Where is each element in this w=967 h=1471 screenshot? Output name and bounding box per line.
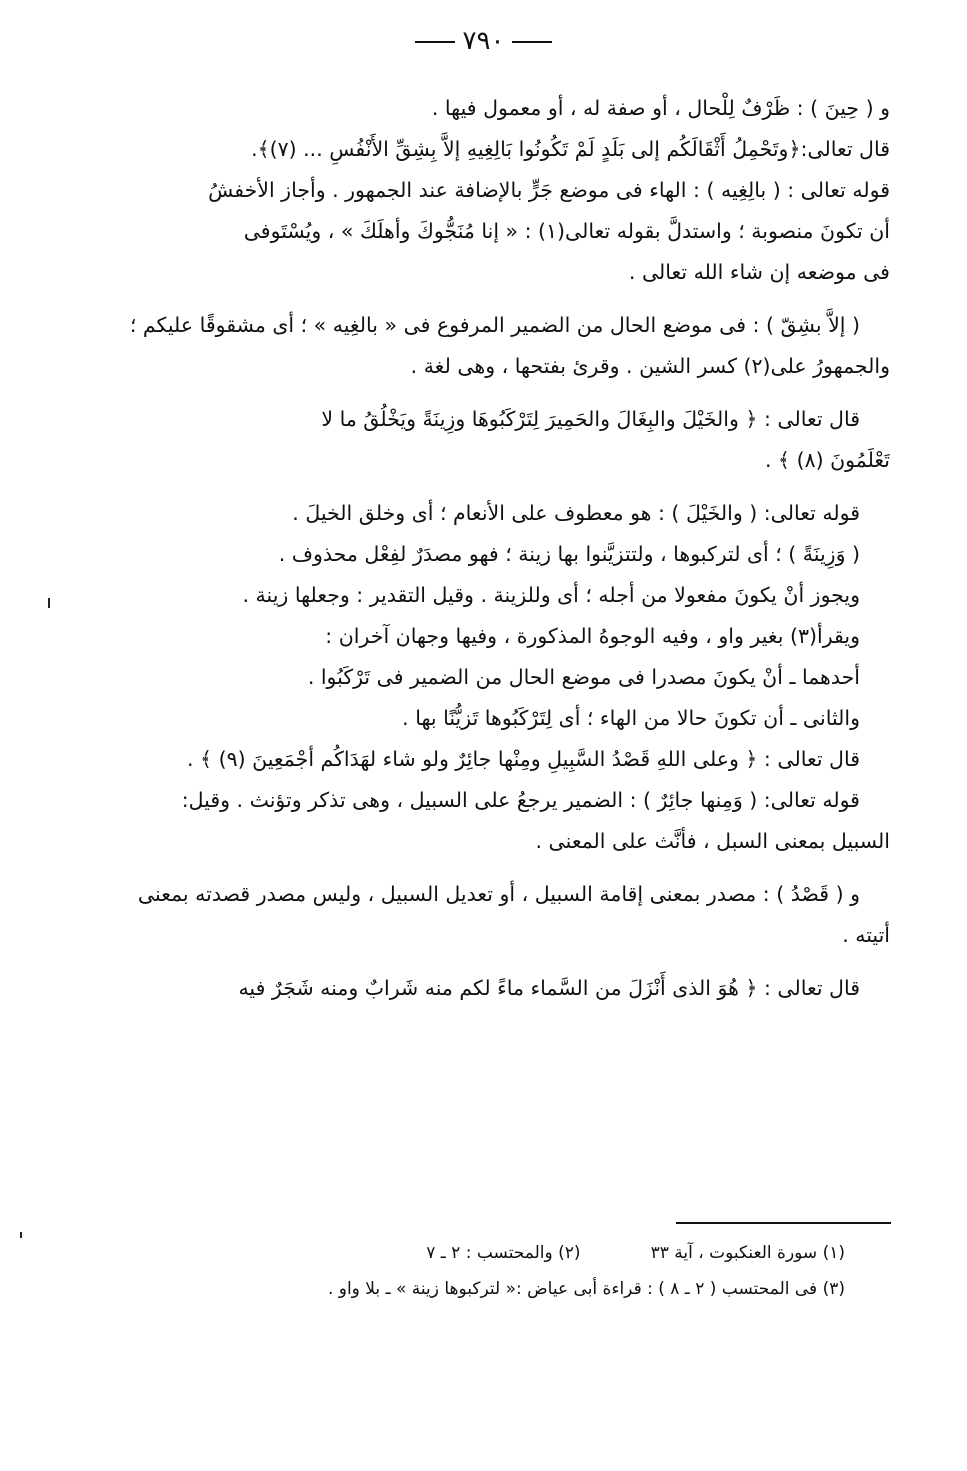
body-line: قال تعالى : ﴿ والخَيْلَ والبِغَالَ والحَمِيرَ لِتَرْكَبُوهَا وزِينَةً ويَخْلُقُ ما لا	[321, 407, 860, 431]
body-line: ( وَزِينَةً ) ؛ أى لتركبوها ، ولتتزيَّنوا بها زينة ؛ فهو مصدَرٌ لفِعْل محذوف .	[278, 542, 860, 566]
page-number	[0, 26, 967, 56]
body-line: ( إلاَّ بشِقّ ) : فى موضع الحال من الضمير المرفوع فى « بالغِيه » ؛ أى مشقوقًا عليكم ؛	[129, 313, 860, 337]
body-line: قال تعالى : ﴿ هُوَ الذى أَنْزَلَ من السَّماء ماءً لكم منه شَرابٌ ومنه شَجَرٌ فيه	[238, 976, 860, 1000]
body-line: والجمهورُ على(٢) كسر الشين . وقرئ بفتحها ، وهى لغة .	[410, 354, 890, 378]
body-line: والثانى ـ أن تكونَ حالا من الهاء ؛ أى لِتَرْكَبُوها تَزيُّنًا بها .	[402, 706, 860, 730]
body-line: قال تعالى : ﴿ وعلى اللهِ قَصْدُ السَّبِيلِ ومِنْها جائِرٌ ولو شاء لهَدَاكُم أجْمَعِينَ (٩) ﴾ .	[187, 747, 860, 771]
footnote-2: (٢) والمحتسب : ٢ ـ ٧	[426, 1243, 581, 1263]
page-number-dash-left	[415, 41, 455, 43]
footnotes	[100, 1235, 845, 1307]
body-line: السبيل بمعنى السبل ، فأنَّث على المعنى .	[535, 829, 890, 853]
body-line: فى موضعه إن شاء الله تعالى .	[628, 260, 890, 284]
footnote-divider	[676, 1222, 891, 1224]
body-line: و ( حِينَ ) : ظَرْفٌ لِلْحال ، أو صفة له ، أو معمول فيها .	[431, 96, 890, 120]
body-line: و ( قَصْدُ ) : مصدر بمعنى إقامة السبيل ، أو تعديل السبيل ، وليس مصدر قصدته بمعنى	[137, 882, 860, 906]
body-line: أحدهما ـ أنْ يكونَ مصدرا فى موضع الحال من الضمير فى تَرْكَبُوا .	[307, 665, 860, 689]
body-line: قوله تعالى: ( والخَيْلَ ) : هو معطوف على الأنعام ؛ أى وخلق الخيلَ .	[292, 501, 860, 525]
page-number-dash-right	[512, 41, 552, 43]
footnote-line	[100, 1271, 845, 1307]
body-line: ويجوز أنْ يكونَ مفعولا من أجله ؛ أى وللزينة . وقيل التقدير : وجعلها زينة .	[242, 583, 860, 607]
footnote-line	[100, 1235, 845, 1271]
body-line: قوله تعالى : ( بالِغِيه ) : الهاء فى موضع جَرٍّ بالإضافة عند الجمهور . وأجاز الأخفشُ	[208, 178, 890, 202]
scan-speck	[20, 1232, 22, 1238]
footnote-3: (٣) فى المحتسب ( ٢ ـ ٨ ) : قراءة أبى عياض :« لتركبوها زينة » ـ بلا واو .	[327, 1279, 845, 1299]
body-line: قال تعالى:﴿وتَحْمِلُ أَثْقَالَكُم إلى بَلَدٍ لَمْ تَكُونُوا بَالِغِيهِ إلاَّ بِشِقِّ الأَنْفُسِ ... (٧)﴾.	[251, 137, 890, 161]
body-line: تَعْلَمُونَ (٨) ﴾ .	[765, 448, 890, 472]
page-number-text: ٧٩٠	[462, 26, 505, 56]
body-text	[100, 88, 890, 1009]
body-line: أن تكونَ منصوبة ؛ واستدلَّ بقوله تعالى(١) : « إنا مُنَجُّوكَ وأهلَكَ » ، ويُسْتَوفى	[243, 219, 890, 243]
scan-speck	[48, 598, 50, 608]
footnote-1: (١) سورة العنكبوت ، آية ٣٣	[650, 1243, 845, 1263]
body-line: أتيته .	[842, 923, 890, 947]
body-line: ويقرأ(٣) بغير واو ، وفيه الوجوهُ المذكورة ، وفيها وجهان آخران :	[325, 624, 860, 648]
body-line: قوله تعالى: ( وَمِنها جائِرٌ ) : الضمير يرجعُ على السبيل ، وهى تذكر وتؤنث . وقيل:	[181, 788, 860, 812]
